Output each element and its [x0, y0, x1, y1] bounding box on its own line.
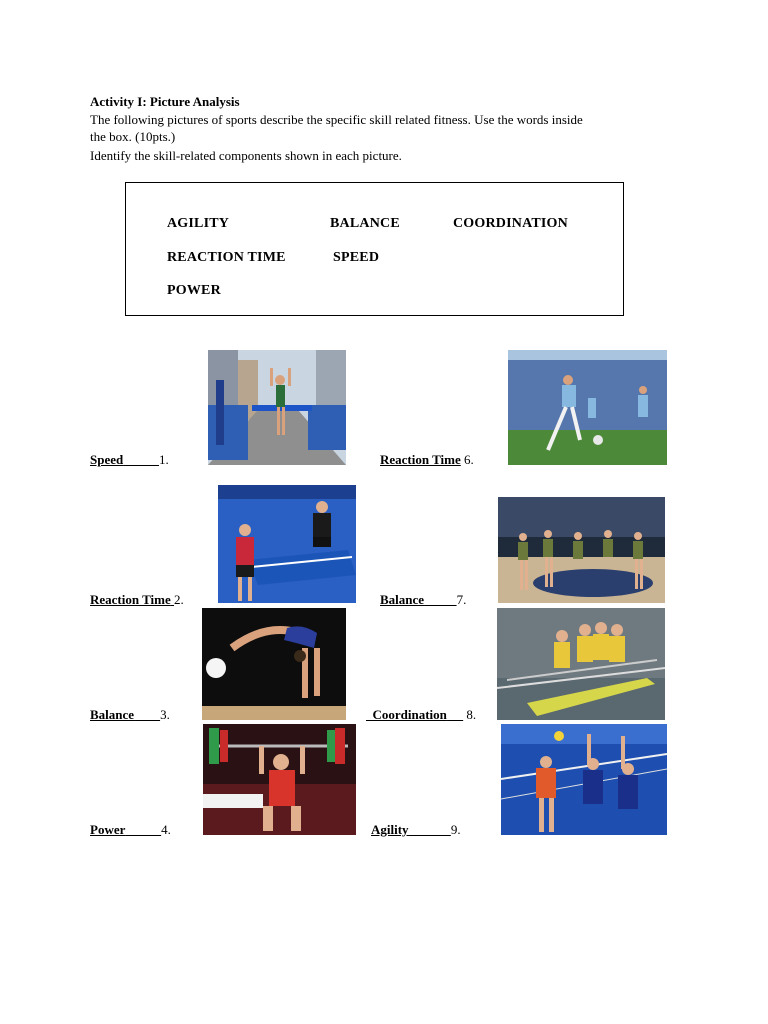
answer-item-6[interactable]	[380, 452, 474, 468]
answer-text: Agility	[371, 822, 409, 837]
item-number: 2.	[174, 592, 184, 607]
word-speed: SPEED	[333, 250, 380, 265]
answer-text: Reaction Time	[380, 452, 461, 467]
instruction-line-1: The following pictures of sports describe the specific skill related fitness. Use the words inside	[90, 112, 583, 127]
word-box	[125, 182, 624, 316]
volleyball-photo	[501, 724, 667, 835]
answer-text: Speed	[90, 452, 124, 467]
item-number: 8.	[466, 707, 477, 722]
answer-text: Reaction Time	[90, 592, 171, 607]
answer-item-1[interactable]	[90, 452, 169, 468]
instruction-line-3: Identify the skill-related components shown in each picture.	[90, 148, 402, 163]
item-number: 3.	[160, 707, 170, 722]
marathon-finish-photo	[208, 350, 346, 465]
answer-item-9[interactable]	[371, 822, 461, 838]
answer-text: Balance	[90, 707, 135, 722]
word-agility: AGILITY	[167, 216, 230, 231]
answer-item-8[interactable]	[366, 707, 476, 723]
word-power: POWER	[167, 283, 221, 298]
rowing-photo	[497, 608, 665, 720]
soccer-kick-photo	[508, 350, 667, 465]
item-number: 7.	[456, 592, 467, 607]
answer-item-2[interactable]	[90, 592, 184, 608]
word-coordination: COORDINATION	[453, 216, 568, 231]
answer-text: Balance	[380, 592, 425, 607]
cheerleaders-photo	[498, 497, 665, 603]
item-number: 1.	[158, 452, 169, 467]
table-tennis-photo	[218, 485, 356, 603]
item-number: 4.	[161, 822, 171, 837]
word-reaction-time: REACTION TIME	[167, 250, 286, 265]
weightlifting-photo	[203, 724, 356, 835]
item-number: 9.	[450, 822, 461, 837]
item-number: 6.	[464, 452, 474, 467]
instruction-line-2: the box. (10pts.)	[90, 129, 176, 144]
word-balance: BALANCE	[330, 216, 400, 231]
gymnastics-beam-photo	[202, 608, 346, 720]
answer-item-7[interactable]	[380, 592, 466, 608]
activity-title: Activity I: Picture Analysis	[90, 94, 240, 109]
answer-item-3[interactable]	[90, 707, 170, 723]
answer-text: Coordination	[372, 707, 447, 722]
answer-item-4[interactable]	[90, 822, 171, 838]
answer-text: Power	[90, 822, 126, 837]
